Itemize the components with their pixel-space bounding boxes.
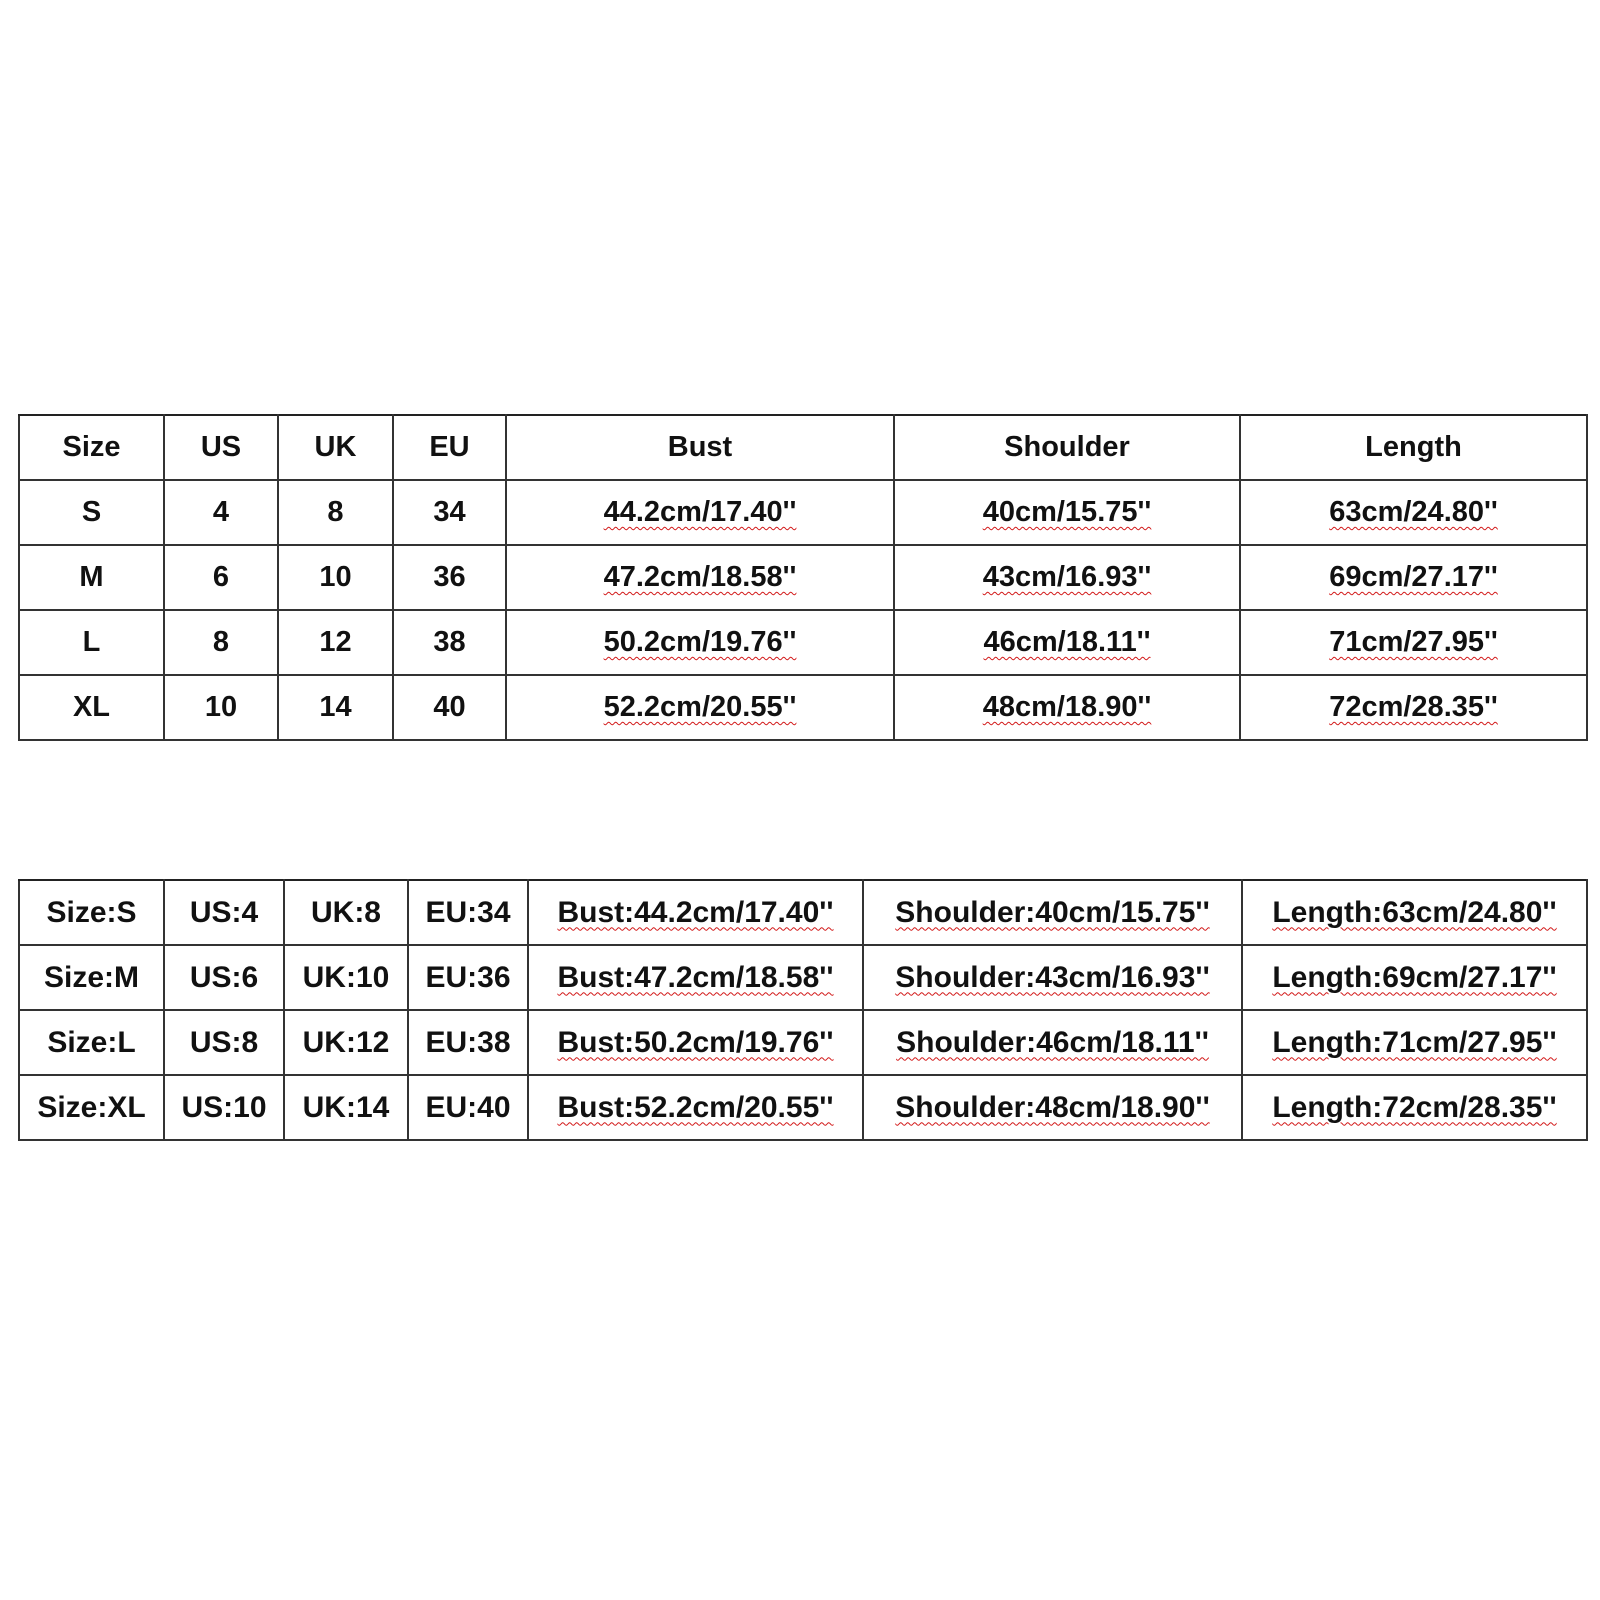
cell-shoulder-text: Shoulder:43cm/16.93''	[895, 960, 1210, 994]
cell-uk: 8	[278, 480, 393, 545]
header-uk: UK	[278, 415, 393, 480]
cell-size: M	[19, 545, 164, 610]
cell-size: XL	[19, 675, 164, 740]
cell-us: US:10	[164, 1075, 284, 1140]
cell-shoulder	[863, 880, 1242, 945]
cell-length-text: Length:72cm/28.35''	[1272, 1090, 1557, 1124]
cell-eu: 40	[393, 675, 506, 740]
cell-bust	[528, 945, 863, 1010]
cell-size: Size:L	[19, 1010, 164, 1075]
cell-eu: 38	[393, 610, 506, 675]
header-shoulder: Shoulder	[894, 415, 1240, 480]
cell-shoulder	[894, 545, 1240, 610]
cell-bust	[506, 545, 894, 610]
cell-uk: UK:10	[284, 945, 408, 1010]
cell-bust-text: Bust:52.2cm/20.55''	[557, 1090, 834, 1124]
table-row	[19, 1010, 1587, 1075]
cell-us: US:6	[164, 945, 284, 1010]
cell-length	[1240, 610, 1587, 675]
cell-uk: 12	[278, 610, 393, 675]
cell-bust	[506, 675, 894, 740]
cell-shoulder	[894, 480, 1240, 545]
cell-length-text: 71cm/27.95''	[1329, 626, 1498, 658]
cell-bust-text: Bust:47.2cm/18.58''	[557, 960, 834, 994]
cell-shoulder	[863, 945, 1242, 1010]
cell-uk: 10	[278, 545, 393, 610]
cell-shoulder-text: 40cm/15.75''	[982, 496, 1152, 528]
table-row	[19, 545, 1587, 610]
size-chart-table-simple	[18, 414, 1588, 741]
header-bust: Bust	[506, 415, 894, 480]
cell-us: 8	[164, 610, 278, 675]
cell-shoulder	[894, 675, 1240, 740]
cell-shoulder-text: 48cm/18.90''	[982, 691, 1152, 723]
header-eu: EU	[393, 415, 506, 480]
cell-length	[1240, 545, 1587, 610]
cell-size: Size:M	[19, 945, 164, 1010]
cell-length	[1242, 880, 1587, 945]
table-row	[19, 610, 1587, 675]
cell-length	[1242, 945, 1587, 1010]
cell-length	[1240, 675, 1587, 740]
cell-bust	[506, 610, 894, 675]
cell-bust	[528, 880, 863, 945]
header-size: Size	[19, 415, 164, 480]
table-row	[19, 480, 1587, 545]
cell-size: Size:S	[19, 880, 164, 945]
cell-size: Size:XL	[19, 1075, 164, 1140]
cell-shoulder-text: Shoulder:40cm/15.75''	[895, 895, 1210, 929]
cell-us: US:8	[164, 1010, 284, 1075]
table-header-row	[19, 415, 1587, 480]
cell-eu: 34	[393, 480, 506, 545]
cell-shoulder	[894, 610, 1240, 675]
cell-length	[1242, 1010, 1587, 1075]
table-row	[19, 675, 1587, 740]
cell-length	[1240, 480, 1587, 545]
cell-size: S	[19, 480, 164, 545]
cell-uk: UK:14	[284, 1075, 408, 1140]
cell-us: 10	[164, 675, 278, 740]
cell-bust	[528, 1075, 863, 1140]
cell-uk: UK:12	[284, 1010, 408, 1075]
header-length: Length	[1240, 415, 1587, 480]
cell-uk: 14	[278, 675, 393, 740]
cell-shoulder	[863, 1010, 1242, 1075]
cell-length-text: Length:63cm/24.80''	[1272, 895, 1557, 929]
cell-bust-text: 50.2cm/19.76''	[603, 626, 797, 658]
cell-shoulder-text: 43cm/16.93''	[982, 561, 1152, 593]
cell-bust-text: 44.2cm/17.40''	[603, 496, 797, 528]
cell-shoulder-text: 46cm/18.11''	[983, 626, 1151, 658]
cell-bust-text: 47.2cm/18.58''	[603, 561, 797, 593]
cell-us: 6	[164, 545, 278, 610]
cell-eu: EU:38	[408, 1010, 528, 1075]
size-chart-table-labeled	[18, 879, 1588, 1141]
cell-length-text: 69cm/27.17''	[1329, 561, 1498, 593]
cell-length-text: 72cm/28.35''	[1329, 691, 1498, 723]
cell-eu: EU:34	[408, 880, 528, 945]
cell-length-text: Length:69cm/27.17''	[1272, 960, 1557, 994]
cell-bust-text: 52.2cm/20.55''	[603, 691, 797, 723]
cell-bust	[528, 1010, 863, 1075]
table-row	[19, 880, 1587, 945]
cell-eu: 36	[393, 545, 506, 610]
cell-shoulder-text: Shoulder:48cm/18.90''	[895, 1090, 1210, 1124]
table-row	[19, 1075, 1587, 1140]
cell-bust	[506, 480, 894, 545]
cell-us: 4	[164, 480, 278, 545]
cell-size: L	[19, 610, 164, 675]
cell-length-text: 63cm/24.80''	[1329, 496, 1498, 528]
header-us: US	[164, 415, 278, 480]
cell-length	[1242, 1075, 1587, 1140]
cell-eu: EU:40	[408, 1075, 528, 1140]
cell-shoulder-text: Shoulder:46cm/18.11''	[896, 1025, 1209, 1059]
table-row	[19, 945, 1587, 1010]
cell-length-text: Length:71cm/27.95''	[1272, 1025, 1557, 1059]
cell-us: US:4	[164, 880, 284, 945]
cell-bust-text: Bust:44.2cm/17.40''	[557, 895, 834, 929]
cell-uk: UK:8	[284, 880, 408, 945]
cell-shoulder	[863, 1075, 1242, 1140]
cell-bust-text: Bust:50.2cm/19.76''	[557, 1025, 834, 1059]
cell-eu: EU:36	[408, 945, 528, 1010]
